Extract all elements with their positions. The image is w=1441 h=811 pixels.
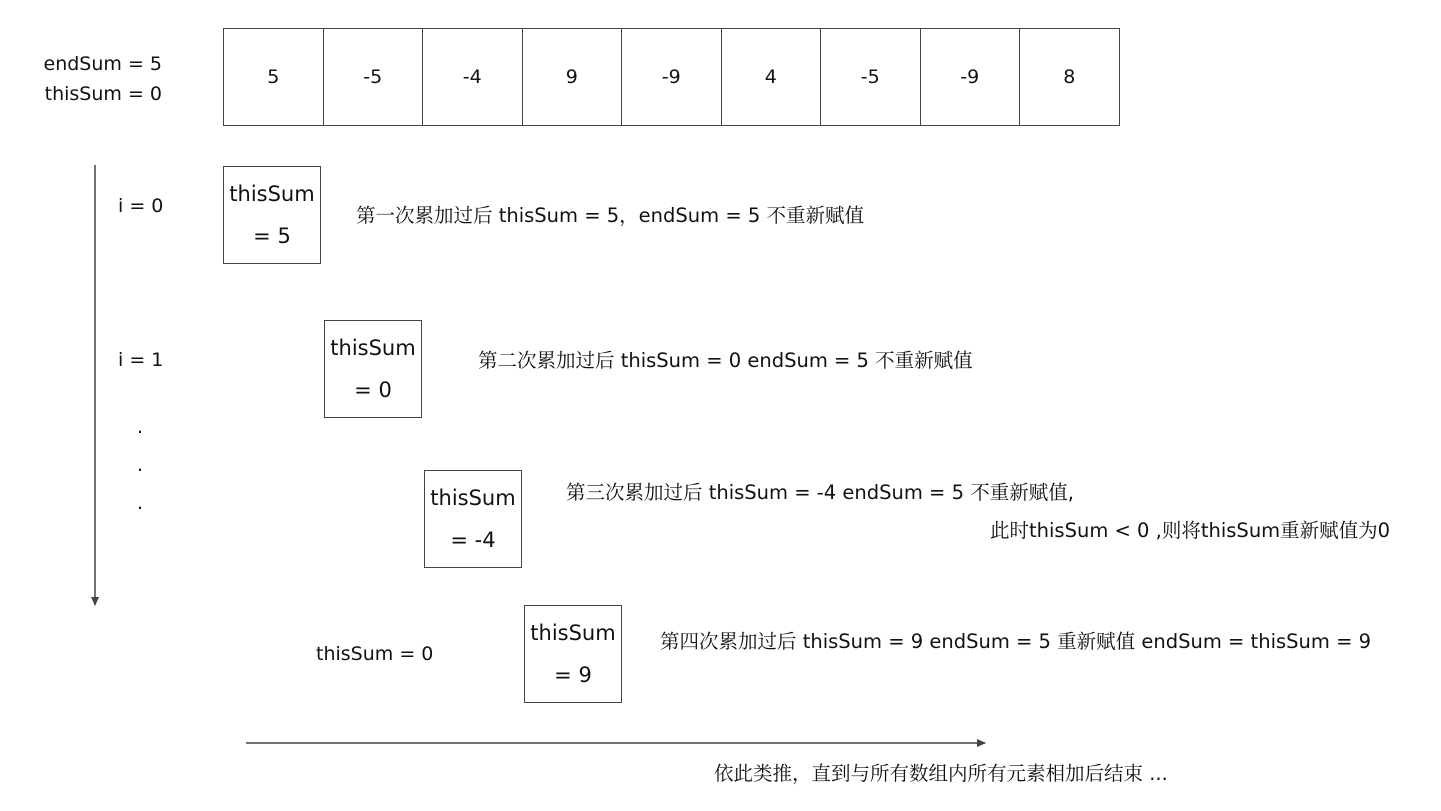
step-3-line1: thisSum xyxy=(430,486,516,510)
step-2-box xyxy=(324,320,422,418)
initial-end-sum: endSum = 5 xyxy=(43,53,162,75)
step-1-box xyxy=(223,166,321,264)
step-3-box xyxy=(424,470,522,568)
step-2-line1: thisSum xyxy=(330,336,416,360)
step-1-line2: = 5 xyxy=(253,224,291,248)
array-cell: -9 xyxy=(921,28,1021,126)
step-4-line1: thisSum xyxy=(530,621,616,645)
array-cell: -4 xyxy=(423,28,523,126)
step-1-description: 第一次累加过后 thisSum = 5，endSum = 5 不重新赋值 xyxy=(356,204,864,227)
initial-values xyxy=(30,49,162,109)
input-array xyxy=(223,28,1120,126)
array-cell: 4 xyxy=(722,28,822,126)
step-3-description: 第三次累加过后 thisSum = -4 endSum = 5 不重新赋值, xyxy=(566,481,1074,504)
array-cell: -5 xyxy=(324,28,424,126)
array-cell: 5 xyxy=(224,28,324,126)
array-cell: -9 xyxy=(622,28,722,126)
initial-this-sum: thisSum = 0 xyxy=(44,83,162,105)
step-2-line2: = 0 xyxy=(354,378,392,402)
reset-this-sum-label: thisSum = 0 xyxy=(316,643,434,665)
ellipsis-dot: . xyxy=(137,492,144,514)
step-4-line2: = 9 xyxy=(554,663,592,687)
step-3-note: 此时thisSum < 0 ,则将thisSum重新赋值为0 xyxy=(990,519,1391,542)
row-label-i1: i = 1 xyxy=(118,349,164,371)
array-cell: -5 xyxy=(821,28,921,126)
array-cell: 8 xyxy=(1020,28,1120,126)
step-2-description: 第二次累加过后 thisSum = 0 endSum = 5 不重新赋值 xyxy=(478,349,973,372)
ellipsis-dot: . xyxy=(137,416,144,438)
ellipsis-dot: . xyxy=(137,454,144,476)
step-3-line2: = -4 xyxy=(450,528,496,552)
step-4-box xyxy=(524,605,622,703)
step-1-line1: thisSum xyxy=(229,182,315,206)
footer-conclusion: 依此类推，直到与所有数组内所有元素相加后结束 ... xyxy=(714,762,1168,785)
row-label-i0: i = 0 xyxy=(118,195,164,217)
step-4-description: 第四次累加过后 thisSum = 9 endSum = 5 重新赋值 endSum = thisSum = 9 xyxy=(660,630,1372,653)
array-cell: 9 xyxy=(523,28,623,126)
